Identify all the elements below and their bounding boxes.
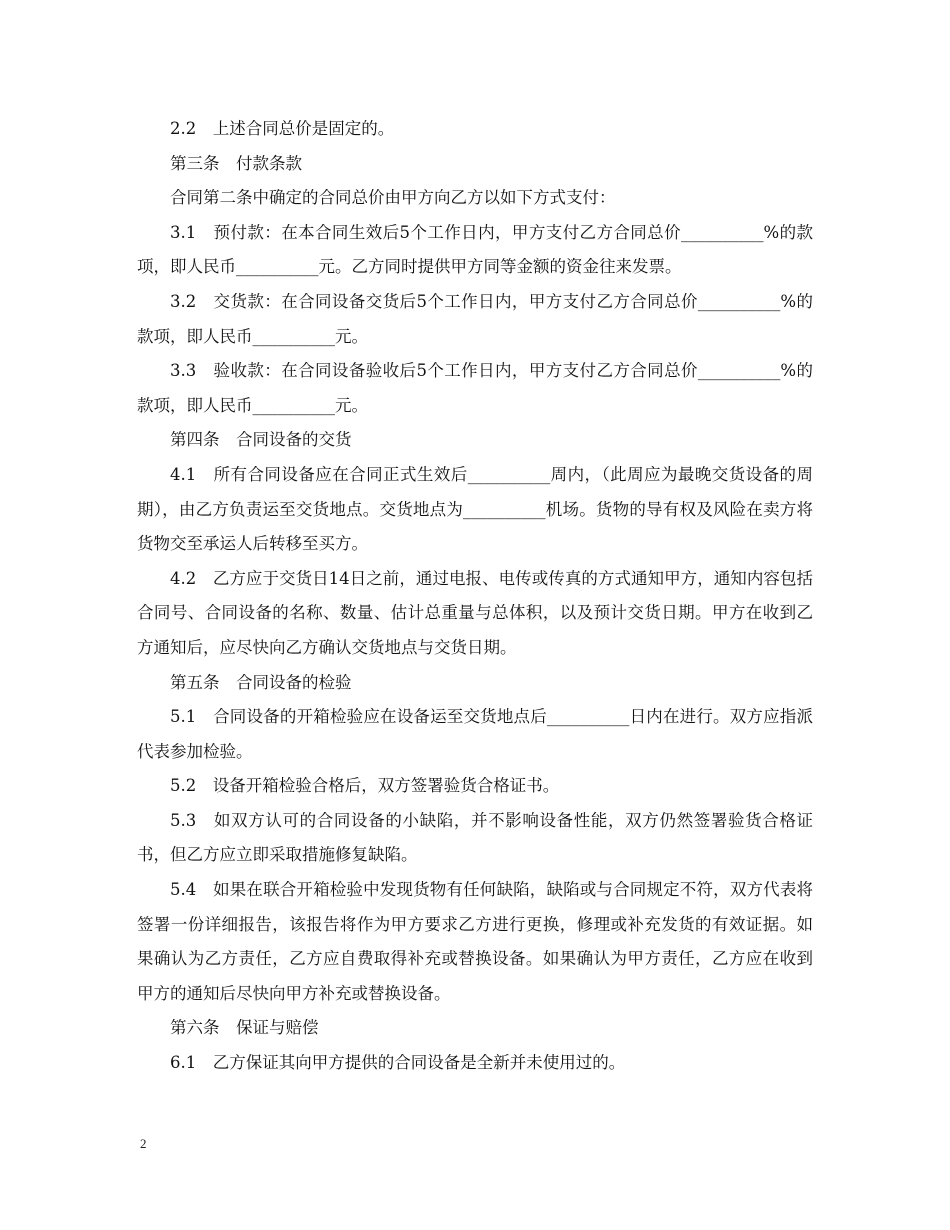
- clause-3-2: 3.2 交货款：在合同设备交货后5个工作日内，甲方支付乙方合同总价__________%的款项，即人民币__________元。: [137, 291, 813, 346]
- clause-6-1: 6.1 乙方保证其向甲方提供的合同设备是全新并未使用过的。: [170, 1053, 626, 1073]
- article-5-heading: 第五条 合同设备的检验: [170, 672, 352, 692]
- page-content: [137, 112, 813, 1081]
- clause-3-1: 3.1 预付款：在本合同生效后5个工作日内，甲方支付乙方合同总价__________%的款项，即人民币__________元。乙方同时提供甲方同等金额的资金往来发票。: [137, 222, 813, 277]
- article-4-heading: 第四条 合同设备的交货: [170, 430, 352, 450]
- clause-5-1: 5.1 合同设备的开箱检验应在设备运至交货地点后__________日内在进行。双方应指派代表参加检验。: [137, 707, 813, 761]
- article-6-heading: 第六条 保证与赔偿: [170, 1018, 319, 1038]
- article-3-heading: 第三条 付款条款: [170, 153, 302, 173]
- clause-2-2: 2.2 上述合同总价是固定的。: [170, 119, 395, 138]
- article-3-intro: 合同第二条中确定的合同总价由甲方向乙方以如下方式支付：: [170, 188, 616, 208]
- clause-4-2: 4.2 乙方应于交货日14日之前，通过电报、电传或传真的方式通知甲方，通知内容包括合同号、合同设备的名称、数量、估计总重量与总体积，以及预计交货日期。甲方在收到乙方通知后，应尽快向乙方确认交货地点与交货日期。: [137, 568, 813, 657]
- clause-5-3: 5.3 如双方认可的合同设备的小缺陷，并不影响设备性能，双方仍然签署验货合格证书，但乙方应立即采取措施修复缺陷。: [137, 810, 813, 865]
- clause-5-4: 5.4 如果在联合开箱检验中发现货物有任何缺陷，缺陷或与合同规定不符，双方代表将签署一份详细报告，该报告将作为甲方要求乙方进行更换，修理或补充发货的有效证据。如果确认为乙方责任，乙方应自费取得补充或替换设备。如果确认为甲方责任，乙方应在收到甲方的通知后尽快向甲方补充或替换设备。: [137, 880, 813, 1003]
- clause-4-1: 4.1 所有合同设备应在合同正式生效后__________周内，（此周应为最晚交货设备的周期），由乙方负责运至交货地点。交货地点为__________机场。货物的导有权及风险在卖方将货物交至承运人后转移至买方。: [137, 464, 813, 554]
- clause-3-3: 3.3 验收款：在合同设备验收后5个工作日内，甲方支付乙方合同总价__________%的款项，即人民币__________元。: [137, 361, 813, 415]
- clause-5-2: 5.2 设备开箱检验合格后，双方签署验货合格证书。: [170, 776, 560, 796]
- page-number: 2: [140, 1136, 147, 1151]
